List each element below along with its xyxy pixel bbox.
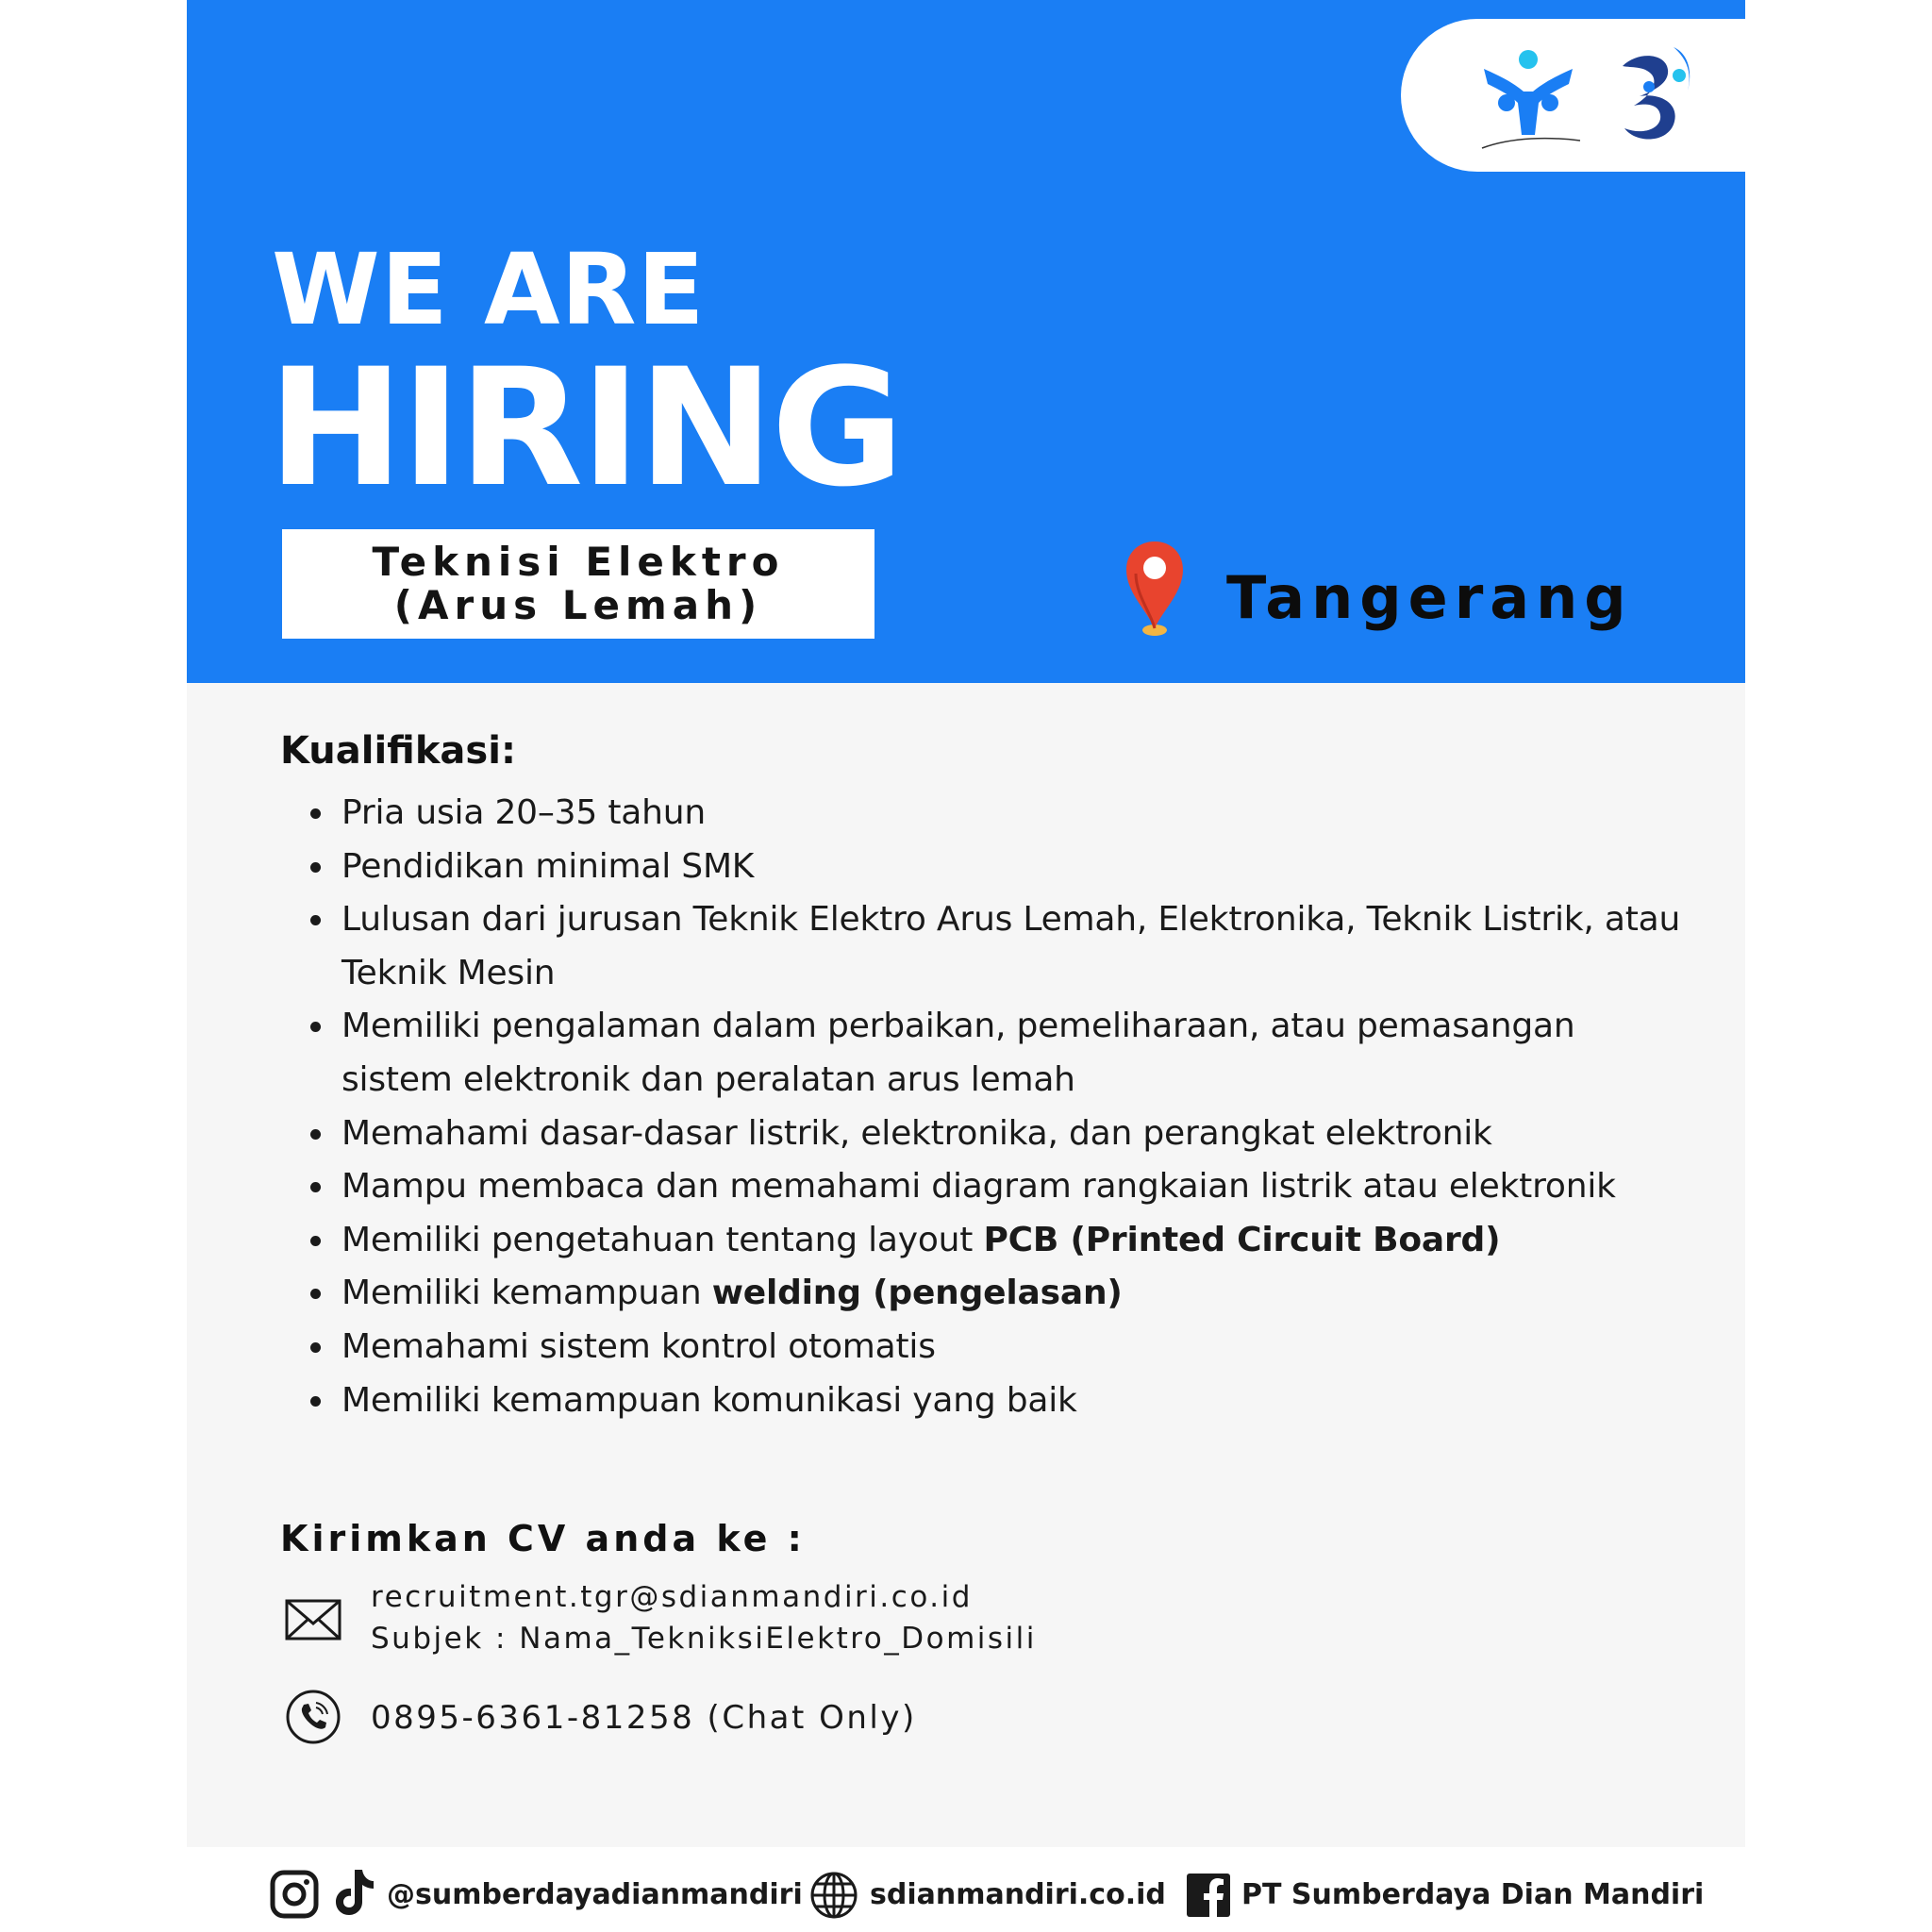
- list-item: Lulusan dari jurusan Teknik Elektro Arus Lemah, Elektronika, Teknik Listrik, atau Teknik Mesin: [341, 893, 1681, 1000]
- list-item: Memahami sistem kontrol otomatis: [341, 1321, 1681, 1374]
- emphasis-text: welding (pengelasan): [711, 1274, 1123, 1313]
- phone-number[interactable]: 0895-6361-81258 (Chat Only): [371, 1699, 917, 1737]
- company-logo-swirl-icon: [1611, 38, 1706, 151]
- list-item: Memiliki kemampuan komunikasi yang baik: [341, 1374, 1681, 1428]
- list-item: Pendidikan minimal SMK: [341, 841, 1681, 894]
- globe-icon: [809, 1871, 858, 1920]
- hiring-poster: [187, 0, 1745, 1847]
- emphasis-text: PCB (Printed Circuit Board): [983, 1220, 1501, 1259]
- recruitment-email[interactable]: recruitment.tgr@sdianmandiri.co.id: [371, 1580, 973, 1614]
- list-item: Memahami dasar-dasar listrik, elektronika, dan perangkat elektronik: [341, 1108, 1681, 1161]
- mail-icon: [285, 1597, 341, 1642]
- company-logo-figure-icon: [1474, 42, 1588, 156]
- list-item: Pria usia 20–35 tahun: [341, 787, 1681, 841]
- job-title-line-2: (Arus Lemah): [393, 582, 763, 628]
- hero-banner: [187, 0, 1745, 683]
- qualifications-title: Kualifikasi:: [280, 729, 516, 773]
- list-item: Mampu membaca dan memahami diagram rangkaian listrik atau elektronik: [341, 1160, 1681, 1214]
- list-item: Memiliki pengetahuan tentang layout PCB (Printed Circuit Board): [341, 1214, 1681, 1268]
- list-item: Memiliki kemampuan welding (pengelasan): [341, 1267, 1681, 1321]
- qualifications-list: [341, 787, 1681, 1427]
- facebook-page-name[interactable]: PT Sumberdaya Dian Mandiri: [1241, 1878, 1705, 1911]
- phone-icon: [285, 1689, 341, 1745]
- social-handle[interactable]: @sumberdayadianmandiri: [387, 1878, 803, 1911]
- job-title-box: [282, 529, 874, 639]
- facebook-icon[interactable]: [1187, 1874, 1230, 1917]
- list-item: Memiliki pengalaman dalam perbaikan, pemeliharaan, atau pemasangan sistem elektronik dan peralatan arus lemah: [341, 1000, 1681, 1107]
- job-title-line-1: Teknisi Elektro: [372, 539, 785, 585]
- send-cv-title: Kirimkan CV anda ke :: [280, 1518, 806, 1559]
- instagram-icon[interactable]: [270, 1870, 319, 1919]
- email-subject: Subjek : Nama_TekniksiElektro_Domisili: [371, 1622, 1037, 1656]
- location-pin-icon: [1123, 540, 1187, 638]
- tiktok-icon[interactable]: [334, 1868, 375, 1917]
- headline-we-are: WE ARE: [272, 232, 706, 347]
- headline-hiring: HIRING: [268, 333, 902, 523]
- location-text: Tangerang: [1226, 563, 1633, 632]
- website-link[interactable]: sdianmandiri.co.id: [870, 1878, 1166, 1911]
